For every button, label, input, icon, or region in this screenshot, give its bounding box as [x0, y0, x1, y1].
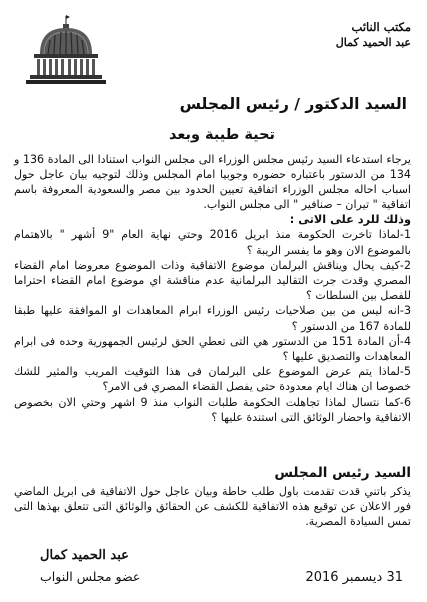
greeting-line: تحية طيبة وبعد — [168, 127, 275, 143]
questions-list — [14, 227, 411, 425]
intro-paragraph: يرجاء استدعاء السيد رئيس مجلس الوزراء الى مجلس النواب استنادا الى المادة 136 و 134 من الدستور باعتباره حضوره وجوبيا امام المجلس وذلك لتوجيه بيان عاجل حول اسباب احاله مجلس الوزراء اتفاقية تعيين الحدود بين مصر والسعودية المعروفة باسم اتفاقية " تيران – صنافير " الى مجلس النواب. — [14, 153, 411, 212]
header-signature: عبد الحميد كمال — [335, 36, 411, 49]
sender-name: عبد الحميد كمال — [40, 548, 129, 563]
question-text: لماذا تاخرت الحكومة منذ ابريل 2016 وحتي نهاية العام "9 أشهر " بالاهتمام بالموضوع الان وهو ما يفسر الريبة ؟ — [14, 228, 411, 257]
section2-heading: السيد رئيس المجلس — [274, 465, 411, 481]
question-number: 4- — [399, 334, 411, 348]
section2-paragraph: يذكر باتني قدت تقدمت باول طلب حاطة وبيان عاجل حول الاتفاقية فى ابريل الماضي فور الاعلان عن توقيع هذه الاتفاقية للكشف عن الحقائق والوثائق التى تتعلق بهذها التى تمس السيادة المصرية. — [14, 485, 411, 529]
question-item — [14, 395, 411, 425]
recipient-line: السيد الدكتور / رئيس المجلس — [179, 95, 407, 113]
question-number: 5- — [399, 365, 411, 379]
questions-heading: وذلك للرد على الاتى : — [289, 213, 411, 227]
office-label: مكتب النائب — [351, 20, 411, 34]
question-text: كيف يحال ويناقش البرلمان موضوع الاتفاقية وذات الموضوع معروضا امام القضاء المصري وقدت جرت التقاليد البرلمانية عدم مناقشة اي موضوع امام القضاء احتراما للفصل بين السلطات ؟ — [14, 258, 411, 303]
question-number: 1- — [399, 228, 411, 242]
parliament-dome-logo — [26, 14, 106, 86]
question-number: 3- — [399, 304, 411, 318]
letter-body — [14, 152, 411, 425]
letter-date: 31 ديسمبر 2016 — [305, 570, 403, 585]
question-text: انه ليس من بين صلاحيات رئيس الوزراء ابرام المعاهدات او الموافقة عليها طبقا للمادة 167 من الدستور ؟ — [14, 304, 411, 333]
question-text: كما نتسال لماذا تجاهلت الحكومة طلبات النواب منذ 9 اشهر وحتي الان بخصوص الاتفاقية واحضار الوثائق التى استندة عليها ؟ — [14, 395, 411, 424]
question-item — [14, 303, 411, 333]
question-item — [14, 258, 411, 304]
question-item — [14, 364, 411, 394]
question-item — [14, 227, 411, 257]
question-text: أن المادة 151 من الدستور هي التى تعطي الحق لرئيس الجمهورية وحده فى ابرام المعاهدات والتصديق عليها ؟ — [14, 334, 411, 363]
sender-title: عضو مجلس النواب — [40, 569, 141, 584]
question-text: لماذا يتم عرض الموضوع على البرلمان فى هذا التوقيت المريب والمثير للشك خصوصا ان هناك ايام معدودة حتى يفصل القضاء المصري فى الامر؟ — [14, 365, 411, 394]
question-number: 2- — [399, 258, 411, 272]
question-item — [14, 334, 411, 364]
office-header — [336, 20, 411, 50]
question-number: 6- — [399, 395, 411, 409]
